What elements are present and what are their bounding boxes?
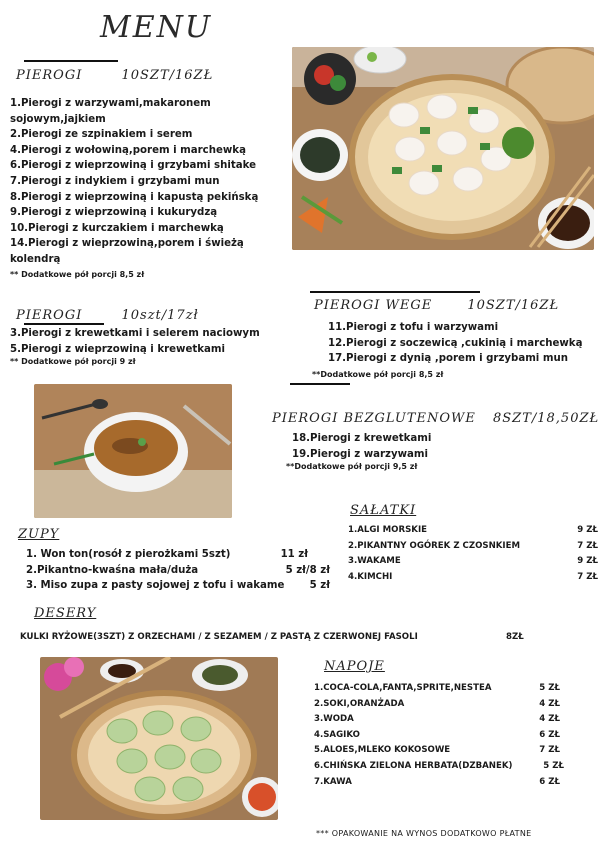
list-item xyxy=(348,539,598,555)
napoje-header: NAPOJE xyxy=(324,659,385,674)
item-name: 2.Pikantno-kwaśna mała/duża xyxy=(26,564,199,576)
item-name: 1.ALGI MORSKIE xyxy=(348,525,428,535)
list-item xyxy=(314,681,564,697)
item-price: 7 ZŁ xyxy=(577,571,598,582)
item-name: 4.SAGIKO xyxy=(314,729,360,740)
item-price: 7 ZŁ xyxy=(577,540,598,551)
list-item: 3.Pierogi z krewetkami i selerem naciowym xyxy=(10,328,260,339)
list-item xyxy=(26,547,338,563)
list-item: 14.Pierogi z wieprzowiną,porem i świeżą kolendrą xyxy=(10,238,244,265)
item-price: 6 ZŁ xyxy=(539,776,560,787)
list-item xyxy=(348,570,598,586)
list-item: 4.Pierogi z wołowiną,porem i marchewką xyxy=(10,144,246,156)
item-price: 7 ZŁ xyxy=(539,745,560,756)
list-item: 7.Pierogi z indykiem i grzybami mun xyxy=(10,175,220,187)
item-name: 1. Won ton(rosół z pierożkami 5szt) xyxy=(26,549,231,560)
pierogi-10-list xyxy=(10,326,290,366)
list-item: 10.Pierogi z kurczakiem i marchewką xyxy=(10,222,224,234)
item-price: 11 zł xyxy=(280,549,308,560)
list-item xyxy=(314,775,564,791)
list-item xyxy=(348,554,598,570)
photo-soup-bowl xyxy=(34,384,232,518)
section-price: 10SZT/16ZŁ xyxy=(121,68,214,83)
item-name: 6.CHIŃSKA ZIELONA HERBATA(DZBANEK) xyxy=(314,760,513,771)
salatki-list xyxy=(348,523,598,585)
item-price: 4 ZŁ xyxy=(539,714,560,725)
item-name: 3. Miso zupa z pasty sojowej z tofu i wakame xyxy=(26,580,285,592)
napoje-list xyxy=(314,681,564,790)
section-price: 8SZT/18,50ZŁ xyxy=(493,411,600,426)
list-item: 1.Pierogi z warzywami,makaronem sojowym,jajkiem xyxy=(10,98,211,125)
item-price: 4 ZŁ xyxy=(539,698,560,709)
item-price: 9 ZŁ xyxy=(577,525,598,535)
list-item: 18.Pierogi z krewetkami xyxy=(292,433,432,444)
section-note: **Dodatkowe pół porcji 9,5 zł xyxy=(286,462,418,472)
section-rule xyxy=(24,60,118,62)
list-item xyxy=(26,578,338,594)
pierogi-main-header xyxy=(16,68,213,83)
section-rule xyxy=(310,291,480,293)
item-name: 2.PIKANTNY OGÓREK Z CZOSNKIEM xyxy=(348,540,521,551)
item-price: 5 ZŁ xyxy=(543,760,564,771)
menu-title: MENU xyxy=(100,10,213,45)
section-note: **Dodatkowe pół porcji 8,5 zł xyxy=(312,370,444,379)
item-price: 6 ZŁ xyxy=(539,729,560,740)
list-item xyxy=(314,759,564,775)
section-rule xyxy=(24,323,104,325)
desery-header: DESERY xyxy=(34,606,97,621)
pierogi-bg-list xyxy=(286,431,542,472)
item-name: 4.KIMCHI xyxy=(348,571,393,582)
footer-note: *** OPAKOWANIE NA WYNOS DODATKOWO PŁATNE xyxy=(316,829,532,838)
list-item: 11.Pierogi z tofu i warzywami xyxy=(328,322,499,333)
section-title: PIEROGI BEZGLUTENOWE xyxy=(272,411,476,426)
list-item: 8.Pierogi z wieprzowiną i kapustą pekińską xyxy=(10,191,259,203)
section-title: PIEROGI xyxy=(16,68,83,83)
photo-steamer-dumplings xyxy=(292,47,594,250)
list-item: 12.Pierogi z soczewicą ,cukinią i marchewką xyxy=(328,337,583,349)
pierogi-wege-header xyxy=(314,298,559,313)
item-price: 5 ZŁ xyxy=(539,683,560,693)
desery-item: KULKI RYŻOWE(3SZT) Z ORZECHAMI / Z SEZAMEM / Z PASTĄ Z CZERWONEJ FASOLI xyxy=(20,632,418,642)
pierogi-wege-list xyxy=(328,320,606,367)
list-item: 5.Pierogi z wieprzowiną i krewetkami xyxy=(10,343,225,355)
section-rule xyxy=(290,383,350,385)
list-item xyxy=(348,523,598,539)
section-note: ** Dodatkowe pół porcji 8,5 zł xyxy=(10,269,145,279)
section-price: 10SZT/16ZŁ xyxy=(467,298,560,313)
list-item xyxy=(314,743,564,759)
list-item xyxy=(26,563,338,579)
desery-price: 8ZŁ xyxy=(506,632,524,642)
item-price: 5 zł/8 zł xyxy=(285,564,330,576)
list-item xyxy=(314,712,564,728)
pierogi-10-header xyxy=(16,308,199,323)
list-item: 9.Pierogi z wieprzowiną i kukurydzą xyxy=(10,207,218,219)
zupy-header: ZUPY xyxy=(18,527,60,542)
list-item: 17.Pierogi z dynią ,porem i grzybami mun xyxy=(328,353,568,365)
zupy-list xyxy=(26,547,338,594)
item-name: 1.COCA-COLA,FANTA,SPRITE,NESTEA xyxy=(314,683,492,693)
list-item xyxy=(314,697,564,713)
section-title: PIEROGI WEGE xyxy=(314,298,433,313)
item-name: 7.KAWA xyxy=(314,776,352,787)
list-item: 6.Pierogi z wieprzowiną i grzybami shitake xyxy=(10,160,257,172)
section-title: PIEROGI xyxy=(16,308,83,323)
salatki-header: SAŁATKI xyxy=(350,503,417,518)
item-name: 5.ALOES,MLEKO KOKOSOWE xyxy=(314,745,451,756)
pierogi-main-list xyxy=(10,96,278,279)
item-price: 9 ZŁ xyxy=(577,556,598,567)
section-note: ** Dodatkowe pół porcji 9 zł xyxy=(10,357,136,367)
list-item xyxy=(314,728,564,744)
item-name: 2.SOKI,ORANŻADA xyxy=(314,698,405,709)
list-item: 2.Pierogi ze szpinakiem i serem xyxy=(10,129,193,141)
list-item: 19.Pierogi z warzywami xyxy=(292,448,429,460)
item-name: 3.WAKAME xyxy=(348,556,401,567)
section-price: 10szt/17zł xyxy=(121,308,199,323)
photo-green-dumplings xyxy=(40,657,278,820)
pierogi-bg-header xyxy=(272,411,599,426)
item-name: 3.WODA xyxy=(314,714,354,725)
item-price: 5 zł xyxy=(309,580,330,592)
